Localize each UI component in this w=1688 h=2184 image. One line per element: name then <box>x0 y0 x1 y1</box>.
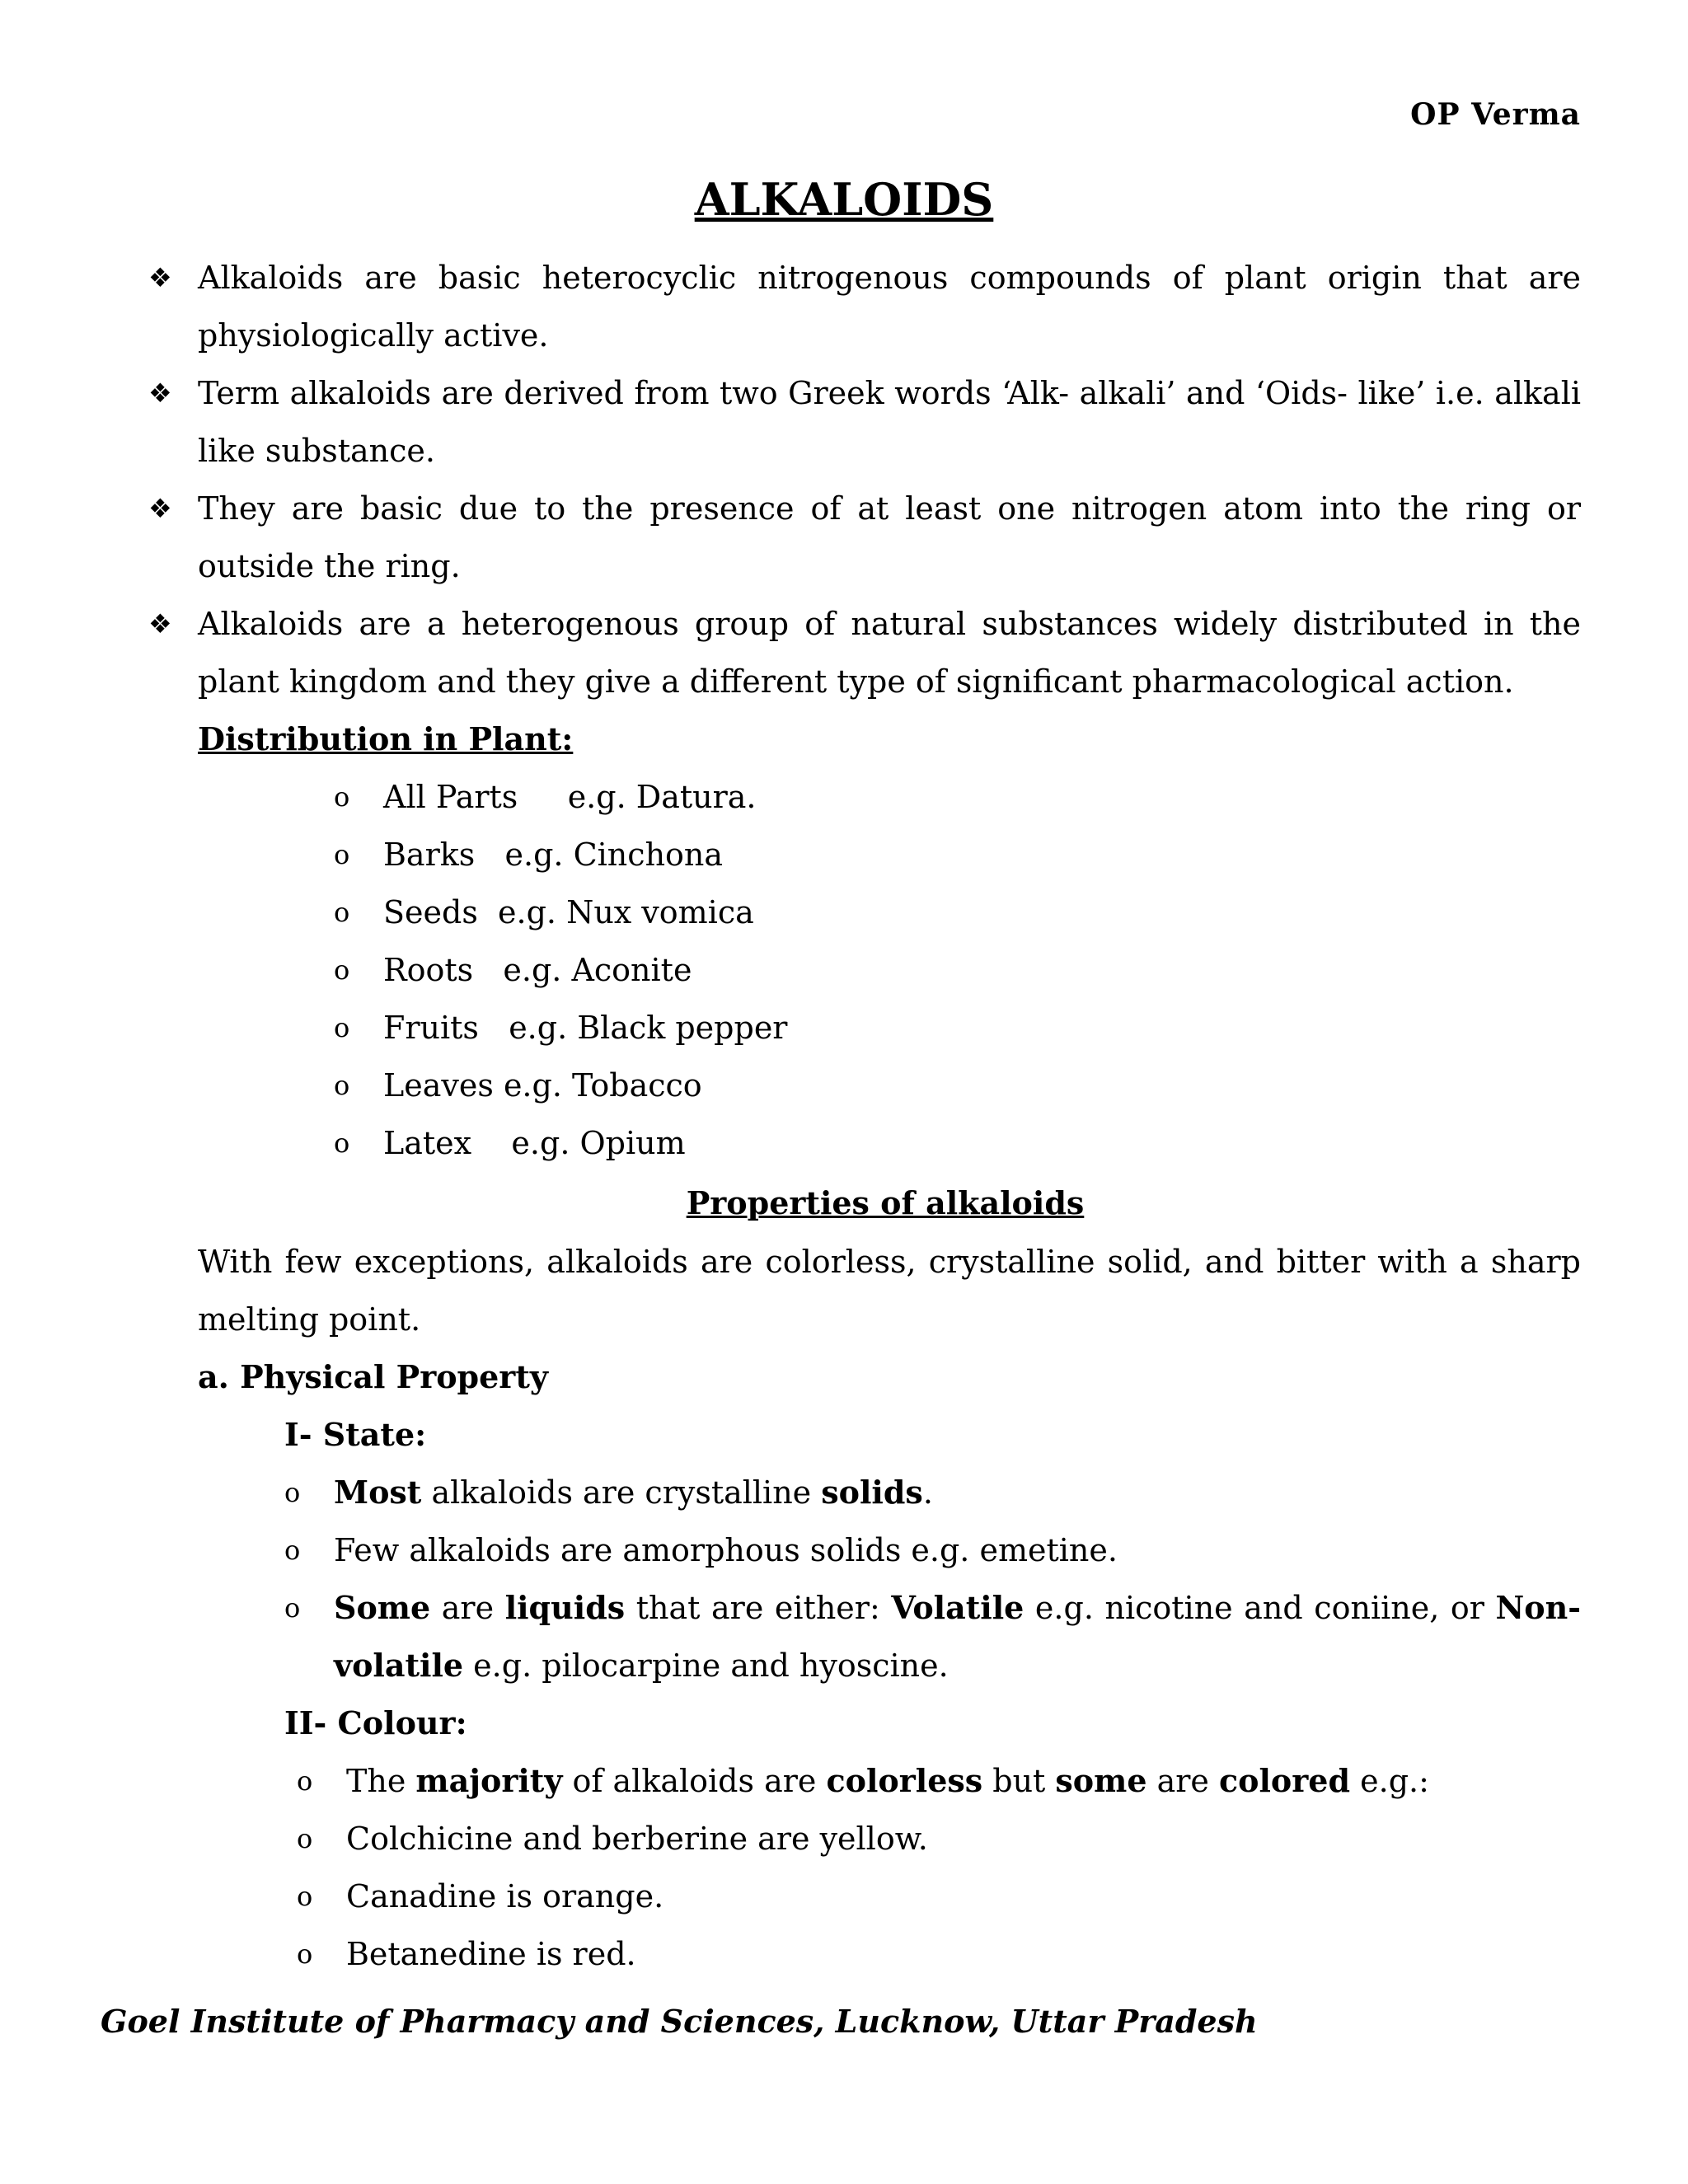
bullet-text: Term alkaloids are derived from two Greek words ‘Alk- alkali’ and ‘Oids- like’ i.e. alkali like substance. <box>198 375 1581 469</box>
bold-term: colorless <box>826 1762 983 1799</box>
state-text: e.g. pilocarpine and hyoscine. <box>463 1647 949 1684</box>
state-item <box>284 1521 1581 1579</box>
circle-bullet-icon: o <box>334 1070 350 1101</box>
circle-bullet-icon: o <box>284 1592 301 1624</box>
circle-bullet-icon: o <box>334 954 350 986</box>
colour-list <box>297 1752 1581 1983</box>
bullet-text: Alkaloids are basic heterocyclic nitrogenous compounds of plant origin that are physiologically active. <box>198 260 1581 354</box>
circle-bullet-icon: o <box>334 897 350 928</box>
state-item <box>284 1464 1581 1521</box>
circle-bullet-icon: o <box>284 1477 301 1508</box>
colour-text: The <box>346 1763 416 1799</box>
colour-item <box>297 1868 1581 1925</box>
bold-term: colored <box>1219 1762 1351 1799</box>
circle-bullet-icon: o <box>297 1881 313 1912</box>
state-text: e.g. nicotine and coniine, or <box>1024 1590 1496 1626</box>
bold-term: Volatile <box>891 1589 1025 1626</box>
state-item <box>284 1579 1581 1694</box>
colour-item <box>297 1810 1581 1868</box>
bullet-item <box>148 595 1581 710</box>
state-text: . <box>922 1474 933 1511</box>
plant-part: Latex <box>383 1125 472 1161</box>
plant-example: e.g. Cinchona <box>504 837 724 873</box>
plant-example: e.g. Black pepper <box>509 1010 788 1046</box>
colour-item <box>297 1925 1581 1983</box>
distribution-item <box>334 1057 787 1114</box>
bullet-text: They are basic due to the presence of at least one nitrogen atom into the ring or outside the ring. <box>198 490 1581 584</box>
bold-term: Some <box>334 1589 431 1626</box>
bullet-diamond-icon: ❖ <box>148 493 172 524</box>
colour-heading: II- Colour: <box>284 1704 467 1741</box>
institution-footer: Goel Institute of Pharmacy and Sciences, Lucknow, Uttar Pradesh <box>101 2003 1258 2040</box>
bold-term: liquids <box>504 1589 626 1626</box>
distribution-list <box>334 768 787 1172</box>
colour-item <box>297 1752 1581 1810</box>
bold-term: solids <box>821 1474 923 1511</box>
distribution-item <box>334 941 787 999</box>
properties-heading: Properties of alkaloids <box>686 1184 1085 1221</box>
plant-example: e.g. Nux vomica <box>498 894 754 930</box>
state-list <box>284 1464 1581 1694</box>
distribution-item <box>334 768 787 826</box>
colour-text: but <box>982 1763 1056 1799</box>
colour-text: e.g.: <box>1350 1763 1429 1799</box>
bold-term: majority <box>415 1762 563 1799</box>
plant-part: Leaves <box>383 1067 494 1104</box>
colour-text: Betanedine is red. <box>346 1936 636 1972</box>
physical-property-heading: a. Physical Property <box>198 1358 548 1395</box>
plant-example: e.g. Aconite <box>503 952 692 988</box>
state-text: alkaloids are crystalline <box>421 1474 822 1511</box>
circle-bullet-icon: o <box>297 1765 313 1797</box>
page-title: ALKALOIDS <box>694 173 994 226</box>
plant-part: Fruits <box>383 1010 479 1046</box>
colour-text: Canadine is orange. <box>346 1878 664 1915</box>
bullet-item <box>148 480 1581 595</box>
state-heading: I- State: <box>284 1416 427 1453</box>
state-text: that are either: <box>625 1590 892 1626</box>
circle-bullet-icon: o <box>284 1535 301 1566</box>
circle-bullet-icon: o <box>334 839 350 870</box>
plant-part: Seeds <box>383 894 478 930</box>
circle-bullet-icon: o <box>334 781 350 813</box>
properties-intro: With few exceptions, alkaloids are colorless, crystalline solid, and bitter with a sharp melting point. <box>198 1244 1581 1338</box>
bold-term: some <box>1055 1762 1147 1799</box>
distribution-heading: Distribution in Plant: <box>198 720 574 757</box>
distribution-item <box>334 999 787 1057</box>
bullet-diamond-icon: ❖ <box>148 377 172 409</box>
bold-term: Non-volatile <box>334 1589 1581 1684</box>
colour-text: of alkaloids are <box>562 1763 827 1799</box>
circle-bullet-icon: o <box>334 1012 350 1043</box>
plant-part: Roots <box>383 952 474 988</box>
plant-part: All Parts <box>383 779 518 815</box>
intro-bullet-list <box>148 249 1581 710</box>
distribution-item <box>334 1114 787 1172</box>
bullet-diamond-icon: ❖ <box>148 608 172 640</box>
bullet-item <box>148 249 1581 364</box>
bullet-diamond-icon: ❖ <box>148 262 172 293</box>
state-text: are <box>430 1590 505 1626</box>
circle-bullet-icon: o <box>297 1938 313 1970</box>
bold-term: Most <box>334 1474 422 1511</box>
colour-text: Colchicine and berberine are yellow. <box>346 1821 928 1857</box>
bullet-item <box>148 364 1581 480</box>
circle-bullet-icon: o <box>334 1127 350 1159</box>
plant-example: e.g. Opium <box>511 1125 686 1161</box>
author-name: OP Verma <box>1410 97 1581 132</box>
circle-bullet-icon: o <box>297 1823 313 1854</box>
plant-example: e.g. Datura. <box>567 779 757 815</box>
distribution-item <box>334 826 787 883</box>
plant-part: Barks <box>383 837 476 873</box>
plant-example: e.g. Tobacco <box>503 1067 702 1104</box>
distribution-item <box>334 883 787 941</box>
colour-text: are <box>1146 1763 1219 1799</box>
state-text: Few alkaloids are amorphous solids e.g. emetine. <box>334 1532 1118 1568</box>
bullet-text: Alkaloids are a heterogenous group of natural substances widely distributed in the plant kingdom and they give a different type of significant pharmacological action. <box>198 606 1581 700</box>
